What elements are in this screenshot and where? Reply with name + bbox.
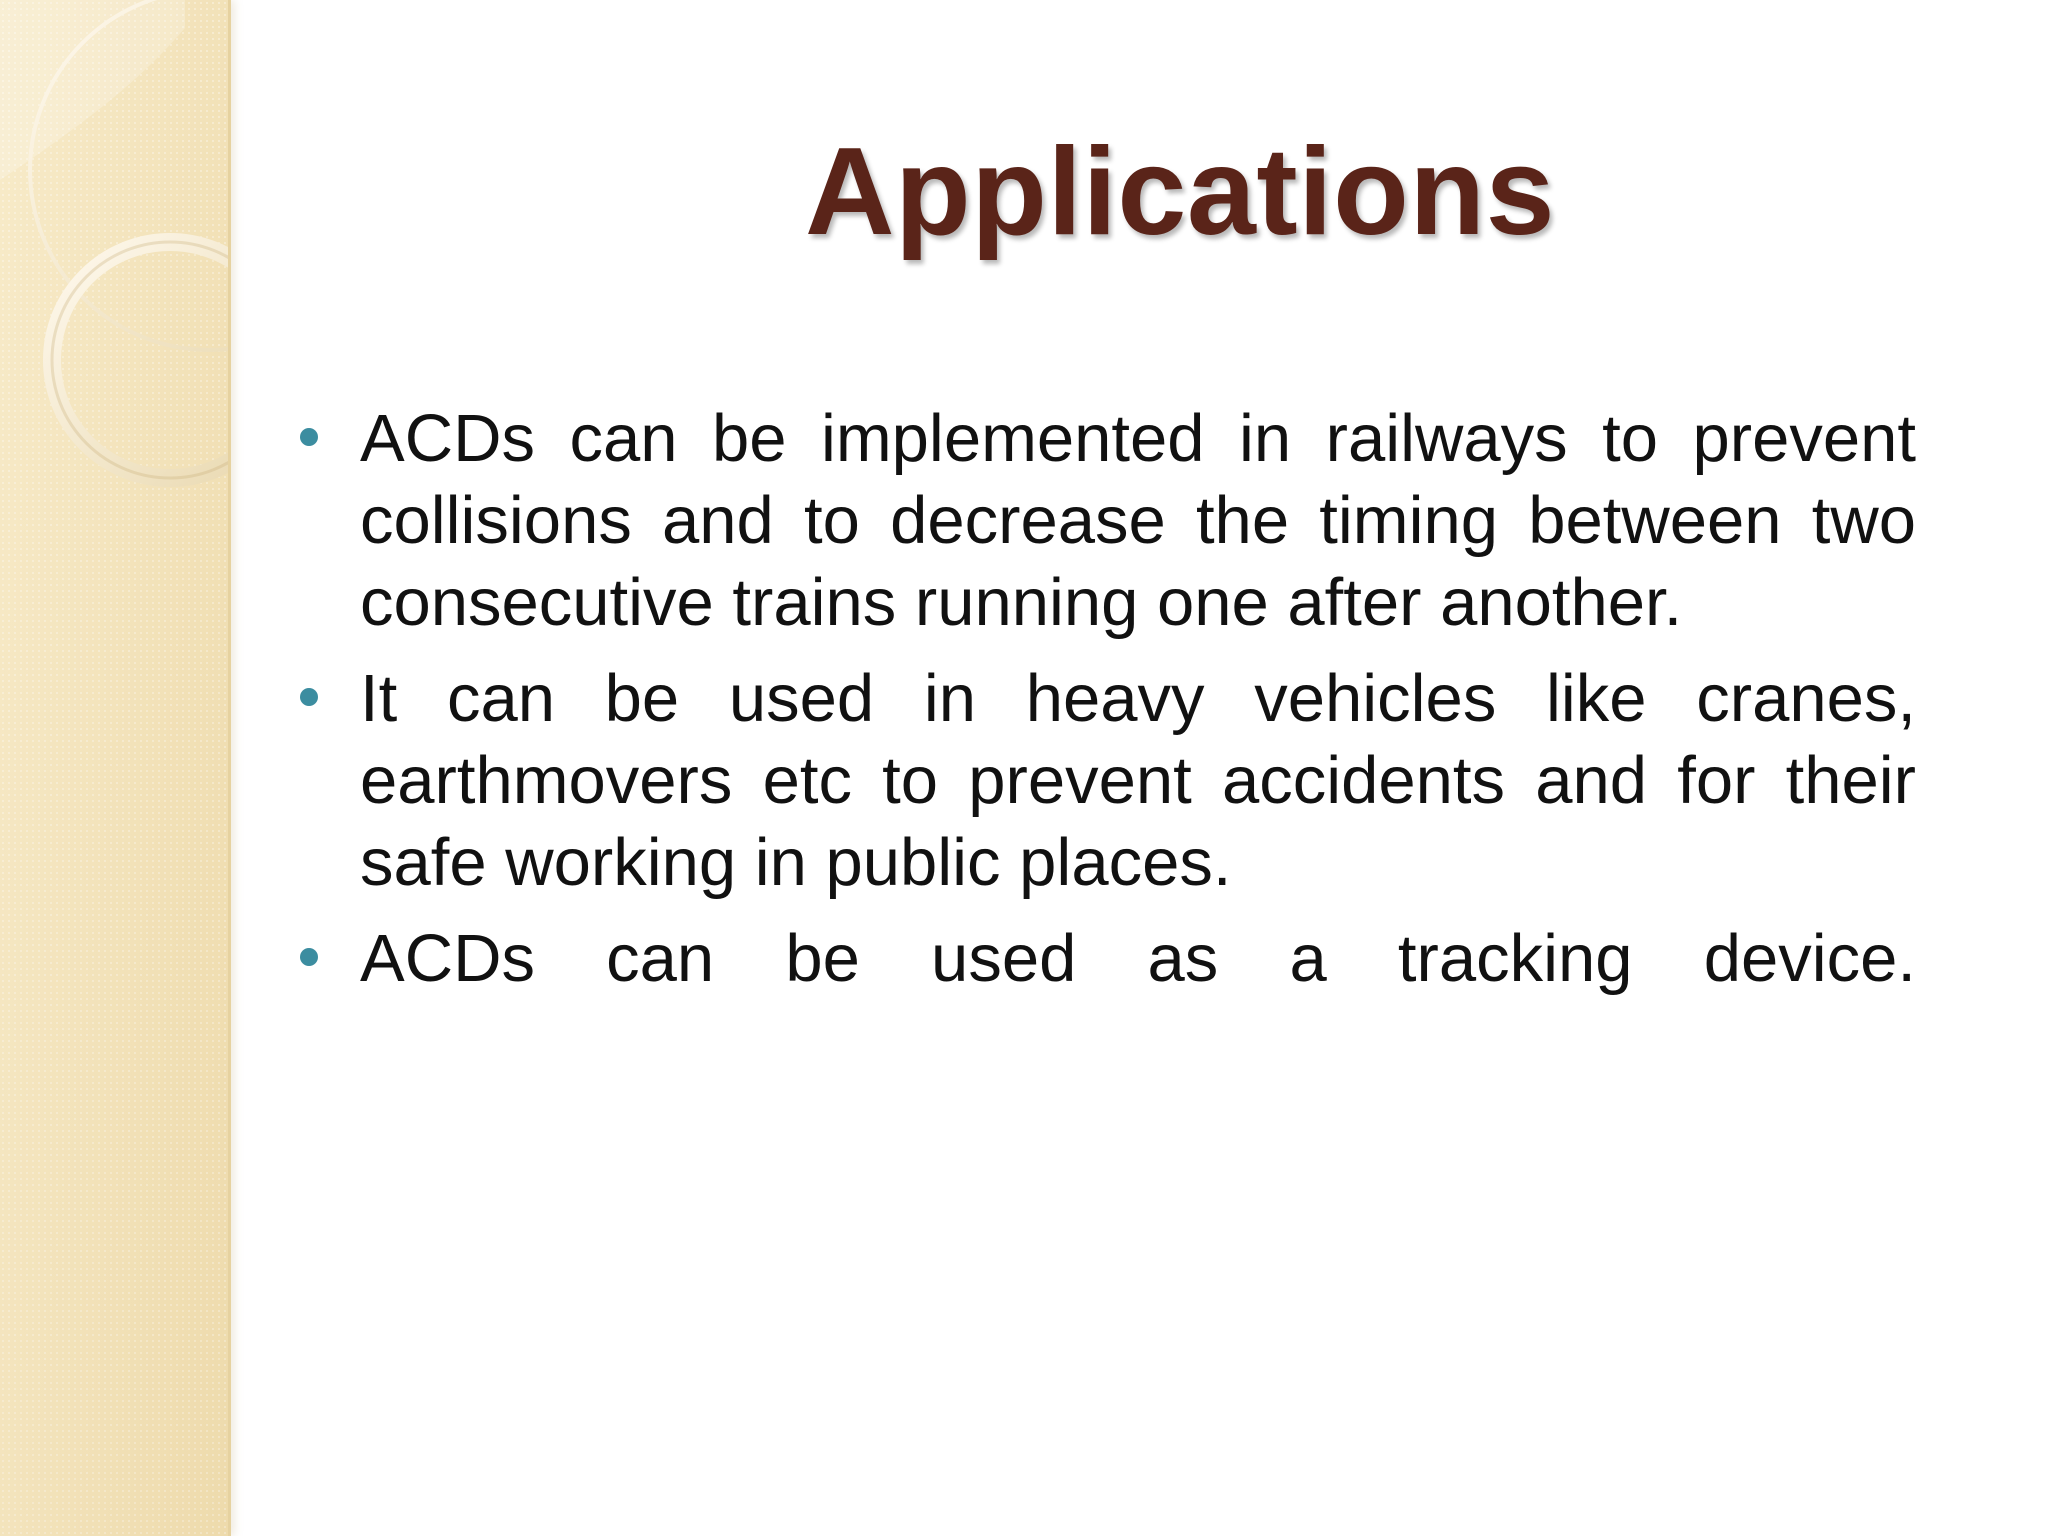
bullet-list: [300, 398, 1916, 1014]
bullet-icon: [300, 428, 318, 446]
bullet-text: It can be used in heavy vehicles like cranes, earthmovers etc to prevent accidents and for their safe working in public places.: [360, 661, 1916, 900]
bullet-item-tracking-device: [300, 918, 1916, 1000]
slide-title: Applications: [804, 123, 1556, 261]
bullet-icon: [300, 688, 318, 706]
bullet-text: ACDs can be used as a tracking device.: [360, 921, 1916, 996]
bullet-text: ACDs can be implemented in railways to prevent collisions and to decrease the timing between two consecutive trains running one after another.: [360, 401, 1916, 640]
decorative-rings: [0, 0, 228, 520]
bullet-item-heavy-vehicles: [300, 658, 1916, 904]
bullet-item-railways: [300, 398, 1916, 644]
bullet-icon: [300, 948, 318, 966]
